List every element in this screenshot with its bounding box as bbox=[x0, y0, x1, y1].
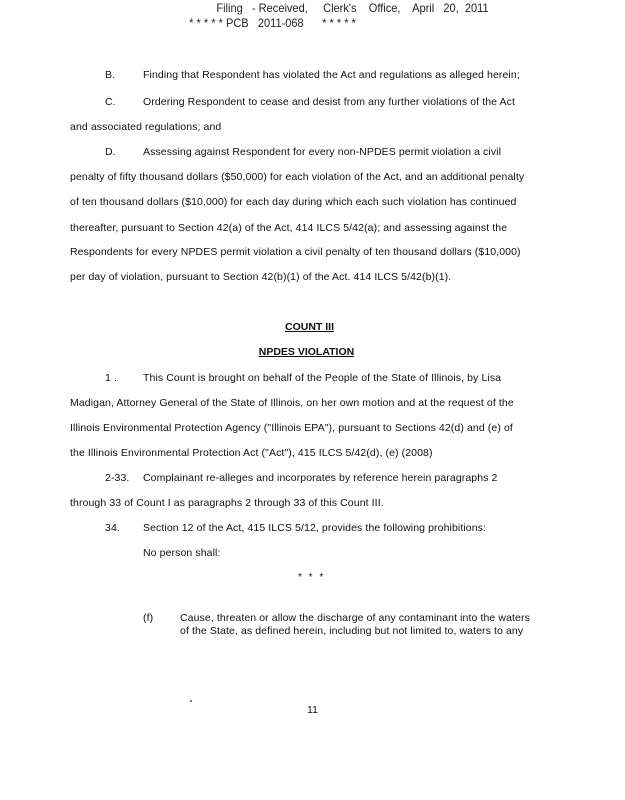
paragraph-d-line-2: penalty of fifty thousand dollars ($50,000) for each violation of the Act, and an additional penalty bbox=[70, 171, 525, 183]
paragraph-c-line-2: and associated regulations; and bbox=[70, 121, 222, 133]
item-f-label: (f) bbox=[143, 612, 154, 624]
paragraph-b-label: B. bbox=[105, 69, 116, 81]
paragraph-d-text: Assessing against Respondent for every non-NPDES permit violation a civil bbox=[143, 146, 502, 158]
paragraph-b-text: Finding that Respondent has violated the Act and regulations as alleged herein; bbox=[143, 69, 520, 81]
item-f-text: Cause, threaten or allow the discharge of any contaminant into the waters bbox=[180, 612, 530, 624]
paragraph-2-33-line-2: through 33 of Count I as paragraphs 2 through 33 of this Count III. bbox=[70, 497, 384, 509]
paragraph-d-line-6: per day of violation, pursuant to Section 42(b)(1) of the Act. 414 ILCS 5/42(b)(1). bbox=[70, 271, 452, 283]
paragraph-2-33-label: 2-33. bbox=[105, 472, 130, 484]
paragraph-d-line-5: Respondents for every NPDES permit violation a civil penalty of ten thousand dollars ($10,000) bbox=[70, 246, 521, 258]
paragraph-34-label: 34. bbox=[105, 522, 120, 534]
paragraph-c bbox=[105, 96, 515, 108]
item-f bbox=[143, 612, 530, 624]
count-heading: COUNT III bbox=[285, 321, 334, 333]
paragraph-b bbox=[105, 69, 520, 81]
paragraph-1-line-2: Madigan, Attorney General of the State of Illinois, on her own motion and at the request of the bbox=[70, 397, 514, 409]
paragraph-34 bbox=[105, 522, 486, 534]
paragraph-c-text: Ordering Respondent to cease and desist from any further violations of the Act bbox=[143, 96, 516, 108]
paragraph-c-label: C. bbox=[105, 96, 116, 108]
paragraph-1-text: This Count is brought on behalf of the People of the State of Illinois, by Lisa bbox=[143, 372, 502, 384]
paragraph-34-text: Section 12 of the Act, 415 ILCS 5/12, provides the following prohibitions: bbox=[143, 522, 487, 534]
page-number: 11 bbox=[307, 704, 318, 716]
count-subheading: NPDES VIOLATION bbox=[258, 346, 355, 358]
paragraph-2-33 bbox=[105, 472, 498, 484]
item-f-line-2: of the State, as defined herein, including but not limited to, waters to any bbox=[180, 625, 524, 637]
paragraph-1 bbox=[105, 372, 501, 384]
paragraph-1-label: 1 . bbox=[105, 372, 117, 384]
paragraph-d-label: D. bbox=[105, 146, 116, 158]
paragraph-d-line-4: thereafter, pursuant to Section 42(a) of the Act, 414 ILCS 5/42(a); and assessing against the bbox=[70, 222, 508, 234]
paragraph-1-line-3: Illinois Environmental Protection Agency ("Illinois EPA"), pursuant to Sections 42(d) and (e) of bbox=[70, 422, 513, 434]
paragraph-d-line-3: of ten thousand dollars ($10,000) for each day during which each such violation has continued bbox=[70, 196, 517, 208]
paragraph-d bbox=[105, 146, 501, 158]
paragraph-2-33-text: Complainant re-alleges and incorporates by reference herein paragraphs 2 bbox=[143, 472, 498, 484]
paragraph-1-line-4: the Illinois Environmental Protection Act ("Act"), 415 ILCS 5/42(d), (e) (2008) bbox=[70, 447, 433, 459]
ellipsis-stars: * * * bbox=[298, 572, 326, 583]
paragraph-34-line-2: No person shall: bbox=[143, 547, 221, 559]
scan-speck bbox=[190, 700, 192, 702]
filing-stamp-line-2: * * * * * PCB 2011-068 * * * * * bbox=[189, 16, 356, 30]
filing-stamp-line-1: Filing - Received, Clerk's Office, April 20, 2011 bbox=[216, 1, 489, 15]
